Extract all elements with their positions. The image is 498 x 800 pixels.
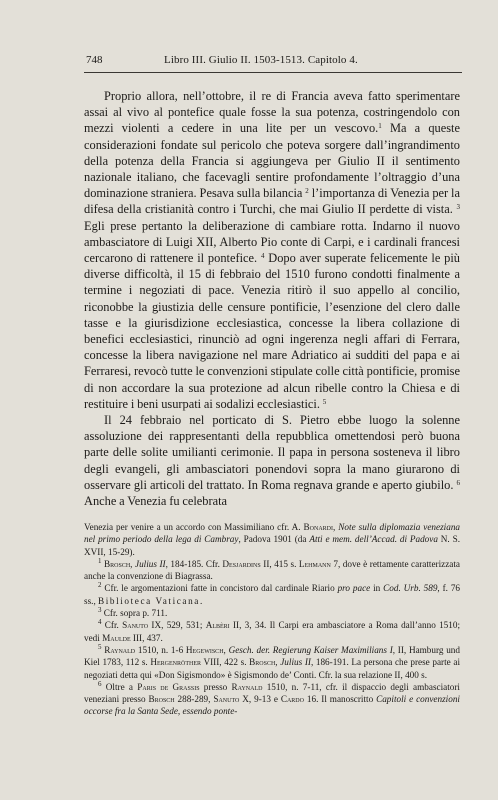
footnote-text: , 184-185. Cfr. <box>165 558 223 569</box>
author-name: Sanuto <box>213 694 240 705</box>
work-title: Capitoli e convenzioni occorse fra la Santa Sede, essendo ponte- <box>84 694 460 717</box>
header-rule <box>84 72 462 73</box>
paragraph <box>84 412 460 509</box>
footnote-text: Venezia per venire a un accordo con Massimiliano cfr. A. <box>84 522 304 532</box>
author-name: Hegewisch <box>185 644 224 655</box>
footnotes <box>84 521 460 718</box>
author-name: Hergenröther <box>150 657 201 668</box>
footnote-number: 1 <box>98 556 102 565</box>
work-title: Atti e mem. dell’Accad. di Padova <box>309 534 438 545</box>
paragraph <box>84 88 460 412</box>
paragraph-text: Il 24 febbraio nel porticato di S. Pietro ebbe luogo la solenne assoluzione dei rappresentanti della repubblica omettendosi però buona parte delle solite umilianti cerimonie. Il papa in persona sosteneva il libro degli evangeli, gli ambasciatori ponendovi sopra la mano giurarono di osservare gli articoli del trattato. In Roma regnava grande e aperto giubilo. <box>84 413 460 492</box>
main-text <box>84 88 460 509</box>
footnote-ref: 1 <box>378 122 382 131</box>
footnote-number: 6 <box>98 679 102 688</box>
paragraph-text: Anche a Venezia fu celebrata <box>84 494 228 509</box>
footnote-text: in <box>370 583 384 594</box>
footnote-3 <box>84 607 460 619</box>
author-name: Sanuto <box>122 620 149 631</box>
footnote-text: Oltre a <box>105 681 138 692</box>
author-name: Cardo <box>280 694 304 705</box>
work-title: pro pace <box>337 583 371 594</box>
footnote-text: 16. Il manoscritto <box>303 694 377 705</box>
footnote-text: VIII, 422 s. <box>201 657 250 668</box>
author-name: Brosch <box>249 657 276 668</box>
paragraph-text: Ma a queste considerazioni fondate sul pericolo che poteva sorgere dall’ingrandimento della potenza della Francia si aggiungeva per Giulio II il sentimento nazionale italiano, che facevagli sentire profondamente l’oltraggio d’una dominazione straniera. Pesava sulla bilancia <box>84 121 460 201</box>
footnote-continuation <box>84 521 460 558</box>
footnote-text: , <box>223 644 229 655</box>
paragraph-text: Egli prese pertanto la deliberazione di cambiare rotta. Indarno il nuovo ambasciatore di Luigi XII, Alberto Pio conte di Carpi, e i cardinali francesi cercarono di rattenere il pontefice. <box>84 218 460 266</box>
footnote-text: N. S. XVII, 15-29). <box>84 534 460 557</box>
footnote-4 <box>84 619 460 644</box>
footnote-number: 3 <box>98 606 102 615</box>
footnote-text: , <box>275 657 281 668</box>
footnote-text: 288-289, <box>174 694 214 705</box>
footnote-text: , II, Hamburg und Kiel 1783, 112 s. <box>84 644 460 668</box>
work-title: Julius II <box>135 558 166 569</box>
work-title: Julius II <box>280 657 311 668</box>
footnote-text: Cfr. <box>104 620 123 631</box>
footnote-5 <box>84 644 460 681</box>
footnote-number: 5 <box>98 642 102 651</box>
footnote-text: , f. 76 ss., <box>84 583 461 606</box>
footnote-text: , <box>130 558 135 569</box>
footnote-ref: 2 <box>305 187 309 196</box>
work-title: Note sulla diplomazia veneziana nel primo periodo della lega di Cambray <box>84 522 461 545</box>
author-name: Raynald <box>104 644 136 655</box>
paragraph-text: Proprio allora, nell’ottobre, il re di Francia aveva fatto sperimentare assai al vivo al pontefice quale fosse la sua potenza, costringendolo con mezzi violenti a cedere in una lite per un vescovo. <box>84 89 460 136</box>
footnote-text: III, 437. <box>130 632 163 643</box>
author-name: Brosch <box>148 694 175 705</box>
footnote-text: X, 9-13 e <box>239 694 281 705</box>
footnote-text: , 186-191. La persona che prese parte ai negoziati detta qui «Don Sigismondo» è Sigismondo de’ Conti. Cfr. la sua relazione II, 400 s. <box>84 657 460 680</box>
author-name: Raynald <box>231 681 263 692</box>
footnote-ref: 6 <box>456 478 460 487</box>
footnote-number: 4 <box>98 618 102 627</box>
paragraph-text: l’importanza di Venezia per la difesa della cristianità contro i Turchi, che mai Giulio II perdette di vista. <box>84 186 460 217</box>
library-name: Biblioteca Vaticana <box>98 595 200 606</box>
author-name: Bonardi <box>303 522 334 532</box>
footnote-2 <box>84 582 460 607</box>
author-name: Desjardins <box>222 558 261 569</box>
footnote-number: 2 <box>98 581 102 590</box>
footnote-text: 1510, n. 1-6 <box>135 644 186 655</box>
footnote-text: Cfr. sopra p. 711. <box>103 608 168 619</box>
author-name: Maulde <box>102 632 131 643</box>
page-number: 748 <box>86 54 103 66</box>
footnote-text: II, 415 s. <box>260 558 299 569</box>
footnote-ref: 4 <box>260 252 265 261</box>
footnote-text: presso <box>199 681 232 692</box>
paragraph-text: Dopo aver superate felicemente le più diverse difficoltà, il 15 di febbraio del 1510 furono condotti finalmente a termine i negoziati di pace. Venezia ritirò il suo appello al concilio, riconobbe la giustizia delle censure pontificie, l’esenzione del clero dalle tasse e la giurisdizione ecclesiastica, concesse la libera collazione di benefici ecclesiastici, rinunciò ad ogni ingerenza negli affari di Ferrara, concesse la libera navigazione nel mare Adriatico ai sudditi del papa e ai Ferraresi, revocò tutte le convenzioni stipulate colle città pontificie, promise di non accordare la sua protezione ad alcun ribelle contro la Chiesa e di restituire i beni usurpati ai sodalizi ecclesiastici. <box>84 251 460 411</box>
author-name: Albèri <box>205 620 230 631</box>
page-header <box>86 53 458 67</box>
footnote-text: , Padova 1901 (da <box>238 534 310 545</box>
footnote-6 <box>84 681 460 718</box>
footnote-text: Cfr. le argomentazioni fatte in concistoro dal cardinale Riario <box>104 583 338 594</box>
footnote-text: 7, dove è rettamente caratterizzata anche la convenzione di Biagrassa. <box>84 558 460 582</box>
author-name: Brosch <box>104 558 131 569</box>
author-name: Lehmann <box>298 558 331 569</box>
footnote-text: . <box>199 595 203 606</box>
work-title: Gesch. der. Regierung Kaiser Maximilians I <box>228 644 393 655</box>
footnote-text: , <box>333 522 339 532</box>
footnote-text: IX, 529, 531; <box>148 620 206 631</box>
footnote-text: II, 3, 34. Il Carpi era ambasciatore a Roma dall’anno 1510; vedi <box>84 620 461 643</box>
footnote-ref: 5 <box>322 397 327 406</box>
footnote-1 <box>84 558 460 583</box>
running-head: Libro III. Giulio II. 1503-1513. Capitolo 4. <box>164 54 358 66</box>
footnote-text: 1510, n. 7-11, cfr. il dispaccio degli ambasciatori veneziani presso <box>84 681 460 705</box>
work-title: Cod. Urb. 589 <box>383 583 438 594</box>
author-name: Paris de Grassis <box>137 681 200 692</box>
footnote-ref: 3 <box>456 203 460 212</box>
